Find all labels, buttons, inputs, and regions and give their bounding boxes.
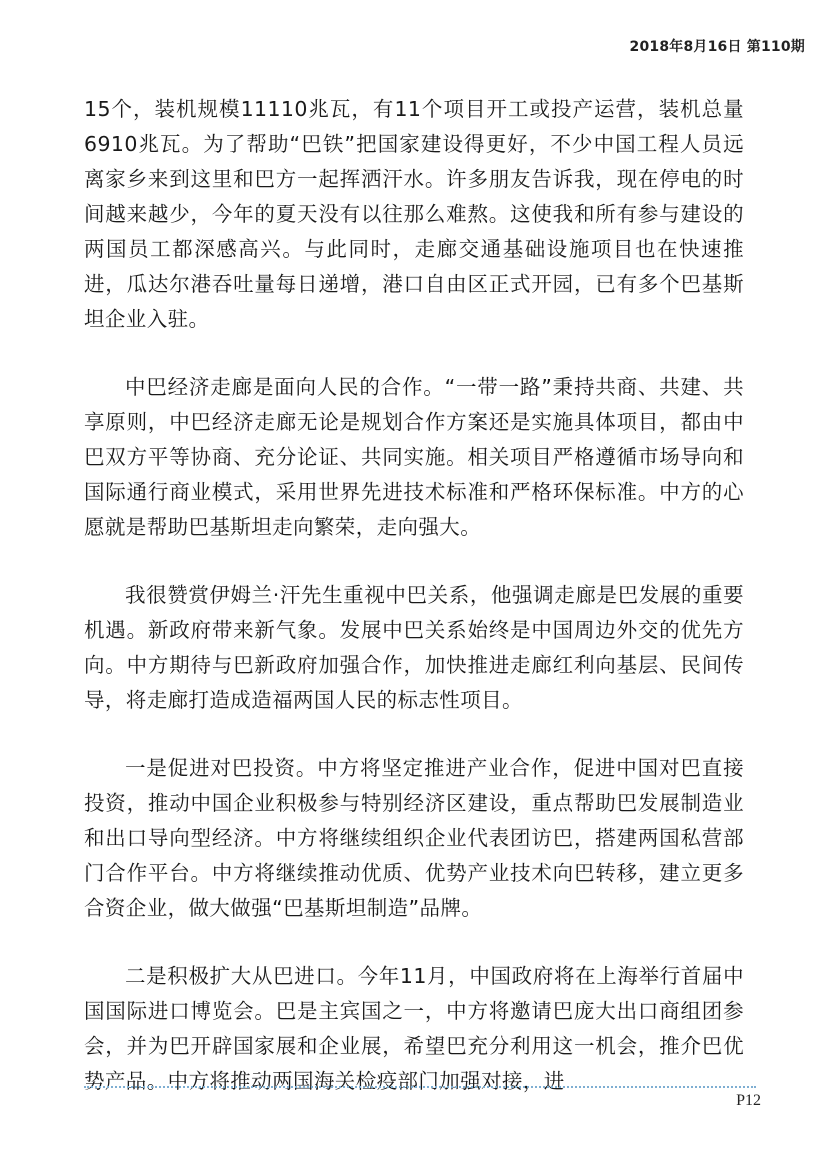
paragraph-1: 15个，装机规模11110兆瓦，有11个项目开工或投产运营，装机总量6910兆瓦。为了帮助“巴铁”把国家建设得更好，不少中国工程人员远离家乡来到这里和巴方一起挥洒汗水。许多朋友告诉我，现在停电的时间越来越少，今年的夏天没有以往那么难熬。这使我和所有参与建设的两国员工都深感高兴。与此同时，走廊交通基础设施项目也在快速推进，瓜达尔港吞吐量每日递增，港口自由区正式开园，已有多个巴基斯坦企业入驻。: [84, 97, 744, 331]
paragraph-3: 我很赞赏伊姆兰·汗先生重视中巴关系，他强调走廊是巴发展的重要机遇。新政府带来新气象。发展中巴关系始终是中国周边外交的优先方向。中方期待与巴新政府加强合作，加快推进走廊红利向基层、民间传导，将走廊打造成造福两国人民的标志性项目。: [84, 583, 744, 712]
footer-divider: [84, 1086, 756, 1088]
issue-date-header: 2018年8月16日 第110期: [629, 39, 805, 55]
paragraph-4: 一是促进对巴投资。中方将坚定推进产业合作，促进中国对巴直接投资，推动中国企业积极参与特别经济区建设，重点帮助巴发展制造业和出口导向型经济。中方将继续组织企业代表团访巴，搭建两国私营部门合作平台。中方将继续推动优质、优势产业技术向巴转移，建立更多合资企业，做大做强“巴基斯坦制造”品牌。: [84, 756, 744, 920]
paragraph-5: 二是积极扩大从巴进口。今年11月，中国政府将在上海举行首届中国国际进口博览会。巴是主宾国之一，中方将邀请巴庞大出口商组团参会，并为巴开辟国家展和企业展，希望巴充分利用这一机会，推介巴优势产品。中方将推动两国海关检疫部门加强对接，进: [84, 964, 744, 1093]
article-body: [84, 92, 744, 1132]
paragraph-2: 中巴经济走廊是面向人民的合作。“一带一路”秉持共商、共建、共享原则，中巴经济走廊无论是规划合作方案还是实施具体项目，都由中巴双方平等协商、充分论证、共同实施。相关项目严格遵循市场导向和国际通行商业模式，采用世界先进技术标准和严格环保标准。中方的心愿就是帮助巴基斯坦走向繁荣，走向强大。: [84, 375, 744, 539]
page-number: P12: [736, 1092, 761, 1109]
